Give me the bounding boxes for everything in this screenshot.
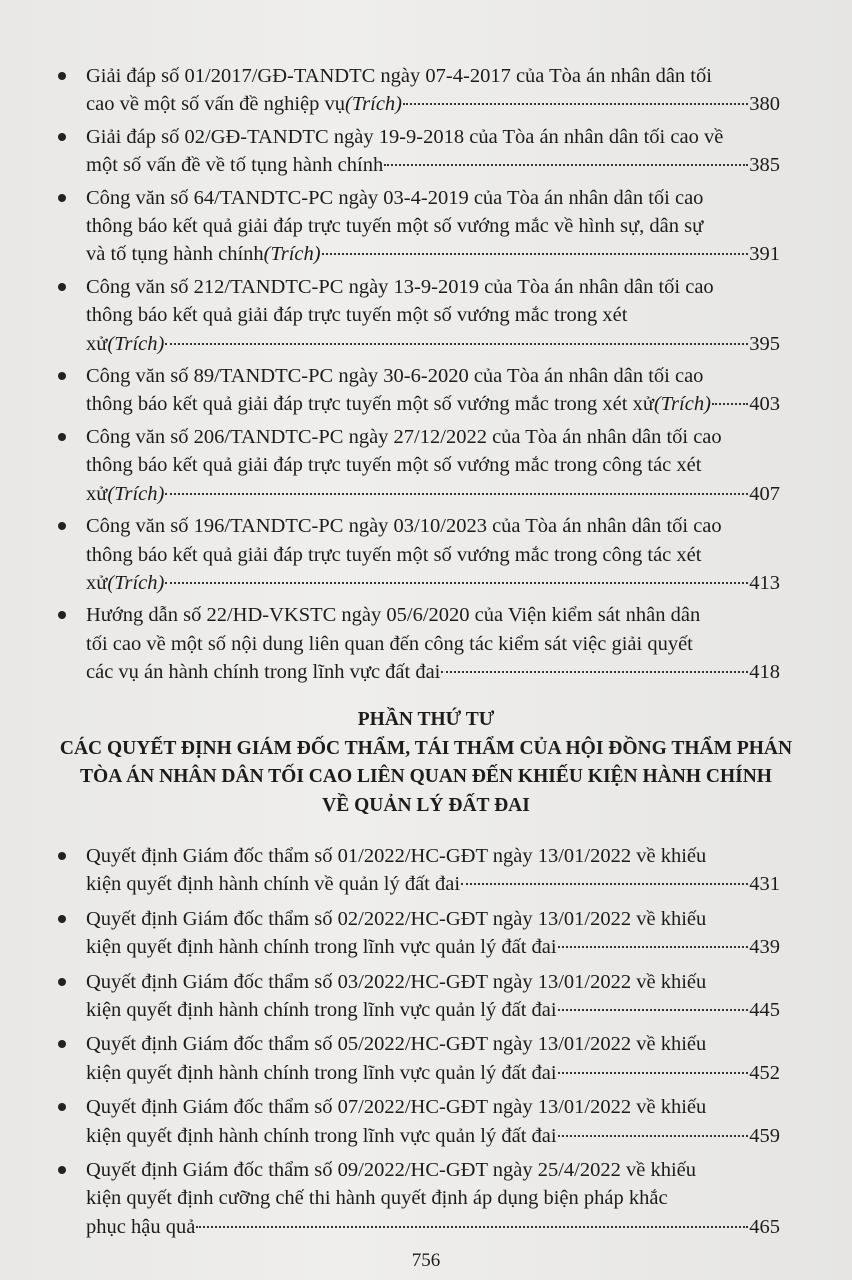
toc-page-ref: 465 — [749, 1215, 780, 1238]
toc-page-ref: 459 — [749, 1124, 780, 1147]
dot-leader — [196, 1226, 748, 1228]
toc-list-part-three — [58, 62, 780, 691]
dot-leader — [384, 164, 748, 166]
toc-entry-line: Giải đáp số 02/GĐ-TANDTC ngày 19-9-2018 của Tòa án nhân dân tối cao về — [86, 125, 724, 148]
toc-list-part-four — [58, 842, 780, 1247]
toc-entry-line: thông báo kết quả giải đáp trực tuyến một số vướng mắc trong công tác xét — [86, 543, 702, 566]
dot-leader — [558, 946, 749, 948]
toc-entry — [58, 362, 780, 419]
dot-leader — [165, 343, 748, 345]
toc-entry-line: thông báo kết quả giải đáp trực tuyến một số vướng mắc về hình sự, dân sự — [86, 215, 704, 238]
dot-leader — [165, 582, 748, 584]
dot-leader — [558, 1072, 749, 1074]
toc-page-ref: 391 — [749, 243, 780, 266]
bullet-icon — [58, 852, 66, 860]
bullet-icon — [58, 72, 66, 80]
toc-entry-last-line — [86, 151, 780, 179]
excerpt-note: (Trích) — [263, 243, 321, 266]
part-four-label: PHẦN THỨ TƯ — [357, 709, 495, 730]
toc-entry — [58, 273, 780, 358]
toc-entry-line: Quyết định Giám đốc thẩm số 02/2022/HC-GĐT ngày 13/01/2022 về khiếu — [86, 907, 707, 930]
toc-entry-last-text: cao về một số vấn đề nghiệp vụ — [86, 93, 346, 116]
toc-entry-last-text: các vụ án hành chính trong lĩnh vực đất đai — [86, 661, 441, 684]
toc-page-ref: 395 — [749, 332, 780, 355]
part-four-heading — [40, 706, 812, 820]
toc-entry-line: Công văn số 89/TANDTC-PC ngày 30-6-2020 của Tòa án nhân dân tối cao — [86, 365, 704, 388]
bullet-icon — [58, 611, 66, 619]
toc-page-ref: 445 — [749, 999, 780, 1022]
excerpt-note: (Trích) — [107, 332, 165, 355]
toc-entry-last-text: thông báo kết quả giải đáp trực tuyến một số vướng mắc trong xét xử — [86, 393, 654, 416]
bullet-icon — [58, 433, 66, 441]
toc-entry — [58, 123, 780, 180]
toc-page-ref: 418 — [749, 661, 780, 684]
toc-entry-line: Hướng dẫn số 22/HD-VKSTC ngày 05/6/2020 của Viện kiểm sát nhân dân — [86, 604, 701, 627]
toc-entry — [58, 1093, 780, 1150]
bullet-icon — [58, 978, 66, 986]
bullet-icon — [58, 915, 66, 923]
toc-entry-last-line — [86, 1059, 780, 1087]
toc-entry — [58, 968, 780, 1025]
excerpt-note: (Trích) — [107, 482, 165, 505]
bullet-icon — [58, 1166, 66, 1174]
toc-entry-line: Giải đáp số 01/2017/GĐ-TANDTC ngày 07-4-2017 của Tòa án nhân dân tối — [86, 65, 712, 87]
toc-entry-last-line — [86, 1213, 780, 1241]
toc-page-ref: 407 — [749, 482, 780, 505]
dot-leader — [712, 403, 748, 405]
part-four-title-line: CÁC QUYẾT ĐỊNH GIÁM ĐỐC THẨM, TÁI THẨM CỦA HỘI ĐỒNG THẨM PHÁN — [59, 737, 793, 759]
toc-entry — [58, 1156, 780, 1241]
toc-entry-last-line — [86, 90, 780, 118]
toc-entry-line: tối cao về một số nội dung liên quan đến công tác kiểm sát việc giải quyết — [86, 632, 693, 655]
toc-entry — [58, 62, 780, 119]
bullet-icon — [58, 133, 66, 141]
toc-entry — [58, 601, 780, 686]
toc-entry-line: Quyết định Giám đốc thẩm số 05/2022/HC-GĐT ngày 13/01/2022 về khiếu — [86, 1033, 707, 1056]
dot-leader — [403, 103, 748, 105]
toc-entry-last-text: phục hậu quả — [86, 1215, 196, 1238]
toc-entry-line: thông báo kết quả giải đáp trực tuyến một số vướng mắc trong công tác xét — [86, 454, 702, 477]
toc-entry — [58, 512, 780, 597]
toc-page-ref: 403 — [749, 393, 780, 416]
dot-leader — [322, 253, 749, 255]
toc-entry-line: Công văn số 212/TANDTC-PC ngày 13-9-2019 của Tòa án nhân dân tối cao — [86, 275, 714, 298]
toc-entry-last-line — [86, 240, 780, 268]
toc-entry-last-text: kiện quyết định hành chính trong lĩnh vực quản lý đất đai — [86, 1124, 557, 1147]
dot-leader — [441, 671, 748, 673]
excerpt-note: (Trích) — [107, 571, 165, 594]
dot-leader — [461, 883, 748, 885]
toc-entry-last-line — [86, 658, 780, 686]
toc-entry — [58, 1030, 780, 1087]
excerpt-note: (Trích) — [345, 93, 402, 116]
toc-entry-last-text: một số vấn đề về tố tụng hành chính — [86, 154, 384, 177]
bullet-icon — [58, 522, 66, 530]
toc-page-ref: 413 — [749, 571, 780, 594]
toc-entry-last-line — [86, 870, 780, 898]
toc-entry-line: Quyết định Giám đốc thẩm số 09/2022/HC-GĐT ngày 25/4/2022 về khiếu — [86, 1159, 696, 1182]
toc-page-ref: 452 — [749, 1061, 780, 1084]
toc-entry-line: Quyết định Giám đốc thẩm số 03/2022/HC-GĐT ngày 13/01/2022 về khiếu — [86, 970, 707, 993]
toc-entry-last-text: kiện quyết định hành chính về quản lý đất đai — [86, 873, 461, 896]
toc-entry-line: Công văn số 206/TANDTC-PC ngày 27/12/2022 của Tòa án nhân dân tối cao — [86, 425, 722, 448]
toc-entry-last-line — [86, 1122, 780, 1150]
toc-entry-last-line — [86, 933, 780, 961]
page-number: 756 — [411, 1250, 441, 1271]
toc-entry-last-text: xử — [86, 482, 108, 505]
bullet-icon — [58, 1103, 66, 1111]
toc-entry-last-line — [86, 390, 780, 418]
dot-leader — [558, 1135, 749, 1137]
toc-entry-line: Công văn số 64/TANDTC-PC ngày 03-4-2019 của Tòa án nhân dân tối cao — [86, 186, 704, 209]
toc-entry-last-text: kiện quyết định hành chính trong lĩnh vực quản lý đất đai — [86, 936, 557, 959]
toc-entry-last-text: xử — [86, 571, 108, 594]
part-four-title-line: TÒA ÁN NHÂN DÂN TỐI CAO LIÊN QUAN ĐẾN KHIẾU KIỆN HÀNH CHÍNH — [80, 766, 772, 787]
toc-entry-last-text: kiện quyết định hành chính trong lĩnh vực quản lý đất đai — [86, 999, 557, 1022]
toc-entry — [58, 842, 780, 899]
toc-page-ref: 385 — [749, 154, 780, 177]
toc-entry-last-text: và tố tụng hành chính — [86, 243, 264, 266]
toc-entry-last-text: kiện quyết định hành chính trong lĩnh vực quản lý đất đai — [86, 1061, 557, 1084]
toc-entry-last-line — [86, 996, 780, 1024]
bullet-icon — [58, 372, 66, 380]
toc-entry-last-line — [86, 330, 780, 358]
toc-entry — [58, 423, 780, 508]
toc-entry-line: Quyết định Giám đốc thẩm số 01/2022/HC-GĐT ngày 13/01/2022 về khiếu — [86, 845, 707, 867]
toc-entry-line: Quyết định Giám đốc thẩm số 07/2022/HC-GĐT ngày 13/01/2022 về khiếu — [86, 1096, 707, 1119]
toc-entry-last-line — [86, 569, 780, 597]
toc-page-ref: 431 — [749, 873, 780, 896]
excerpt-note: (Trích) — [653, 393, 711, 416]
toc-page-ref: 439 — [749, 936, 780, 959]
toc-entry-line: kiện quyết định cưỡng chế thi hành quyết định áp dụng biện pháp khắc — [86, 1187, 668, 1210]
toc-entry-line: thông báo kết quả giải đáp trực tuyến một số vướng mắc trong xét — [86, 304, 628, 327]
bullet-icon — [58, 1040, 66, 1048]
toc-entry — [58, 184, 780, 269]
toc-entry-line: Công văn số 196/TANDTC-PC ngày 03/10/2023 của Tòa án nhân dân tối cao — [86, 515, 722, 538]
bullet-icon — [58, 283, 66, 291]
dot-leader — [165, 493, 748, 495]
toc-entry-last-text: xử — [86, 332, 108, 355]
toc-entry — [58, 905, 780, 962]
part-four-title-line: VỀ QUẢN LÝ ĐẤT ĐAI — [322, 794, 530, 816]
toc-entry-last-line — [86, 480, 780, 508]
dot-leader — [558, 1009, 749, 1011]
bullet-icon — [58, 194, 66, 202]
toc-page-ref: 380 — [749, 93, 780, 116]
